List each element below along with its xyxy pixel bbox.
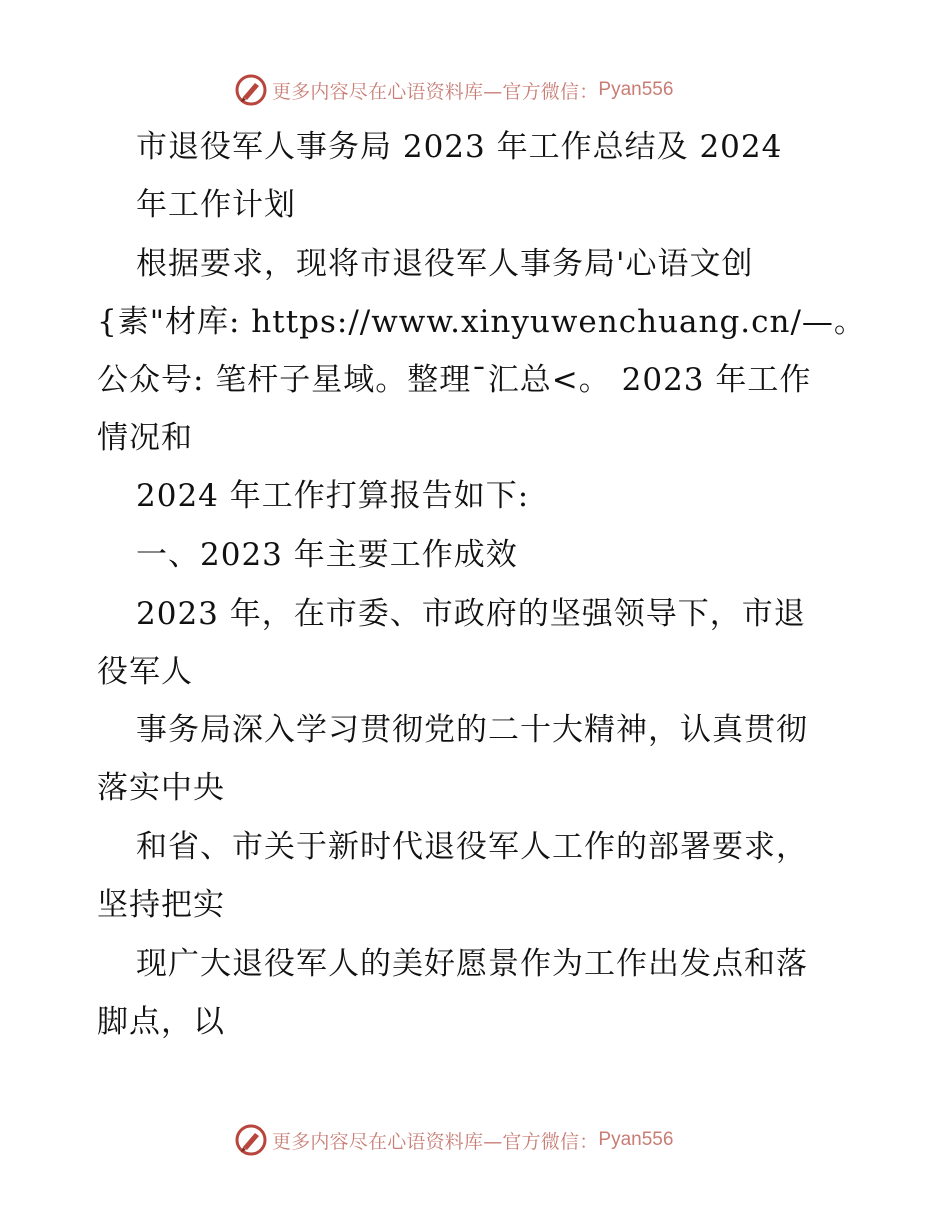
footer-watermark xyxy=(234,1122,673,1158)
doc-title-line-2: 年工作计划 xyxy=(136,187,296,223)
pen-logo-icon xyxy=(234,73,268,107)
doc-line: {素"材库: https://www.xinyuwenchuang.cn/—。 xyxy=(97,304,866,340)
doc-line: 坚持把实 xyxy=(97,887,225,923)
pen-logo-icon xyxy=(234,1123,268,1157)
doc-section-heading: 一、2023 年主要工作成效 xyxy=(136,537,518,573)
doc-line: 役军人 xyxy=(97,654,193,690)
doc-title-line-1: 市退役军人事务局 2023 年工作总结及 2024 xyxy=(136,129,783,165)
doc-line: 和省、市关于新时代退役军人工作的部署要求， xyxy=(136,829,808,865)
doc-line: 落实中央 xyxy=(97,770,225,806)
doc-line: 2023 年，在市委、市政府的坚强领导下，市退 xyxy=(136,596,806,632)
doc-line: 根据要求，现将市退役军人事务局'心语文创 xyxy=(136,246,754,282)
watermark-text: 更多内容尽在心语资料库—官方微信： xyxy=(272,1130,599,1153)
header-watermark xyxy=(234,72,673,108)
watermark-id: Pyan556 xyxy=(598,1129,674,1150)
doc-line: 事务局深入学习贯彻党的二十大精神，认真贯彻 xyxy=(136,712,808,748)
doc-line: 2024 年工作打算报告如下: xyxy=(136,478,530,514)
doc-line: 脚点，以 xyxy=(97,1004,225,1040)
doc-line: 公众号: 笔杆子星域。整理¯汇总<。 2023 年工作 xyxy=(97,362,812,398)
watermark-text: 更多内容尽在心语资料库—官方微信： xyxy=(272,80,599,103)
doc-line: 情况和 xyxy=(97,420,193,456)
watermark-id: Pyan556 xyxy=(598,79,674,100)
doc-line: 现广大退役军人的美好愿景作为工作出发点和落 xyxy=(136,946,808,982)
